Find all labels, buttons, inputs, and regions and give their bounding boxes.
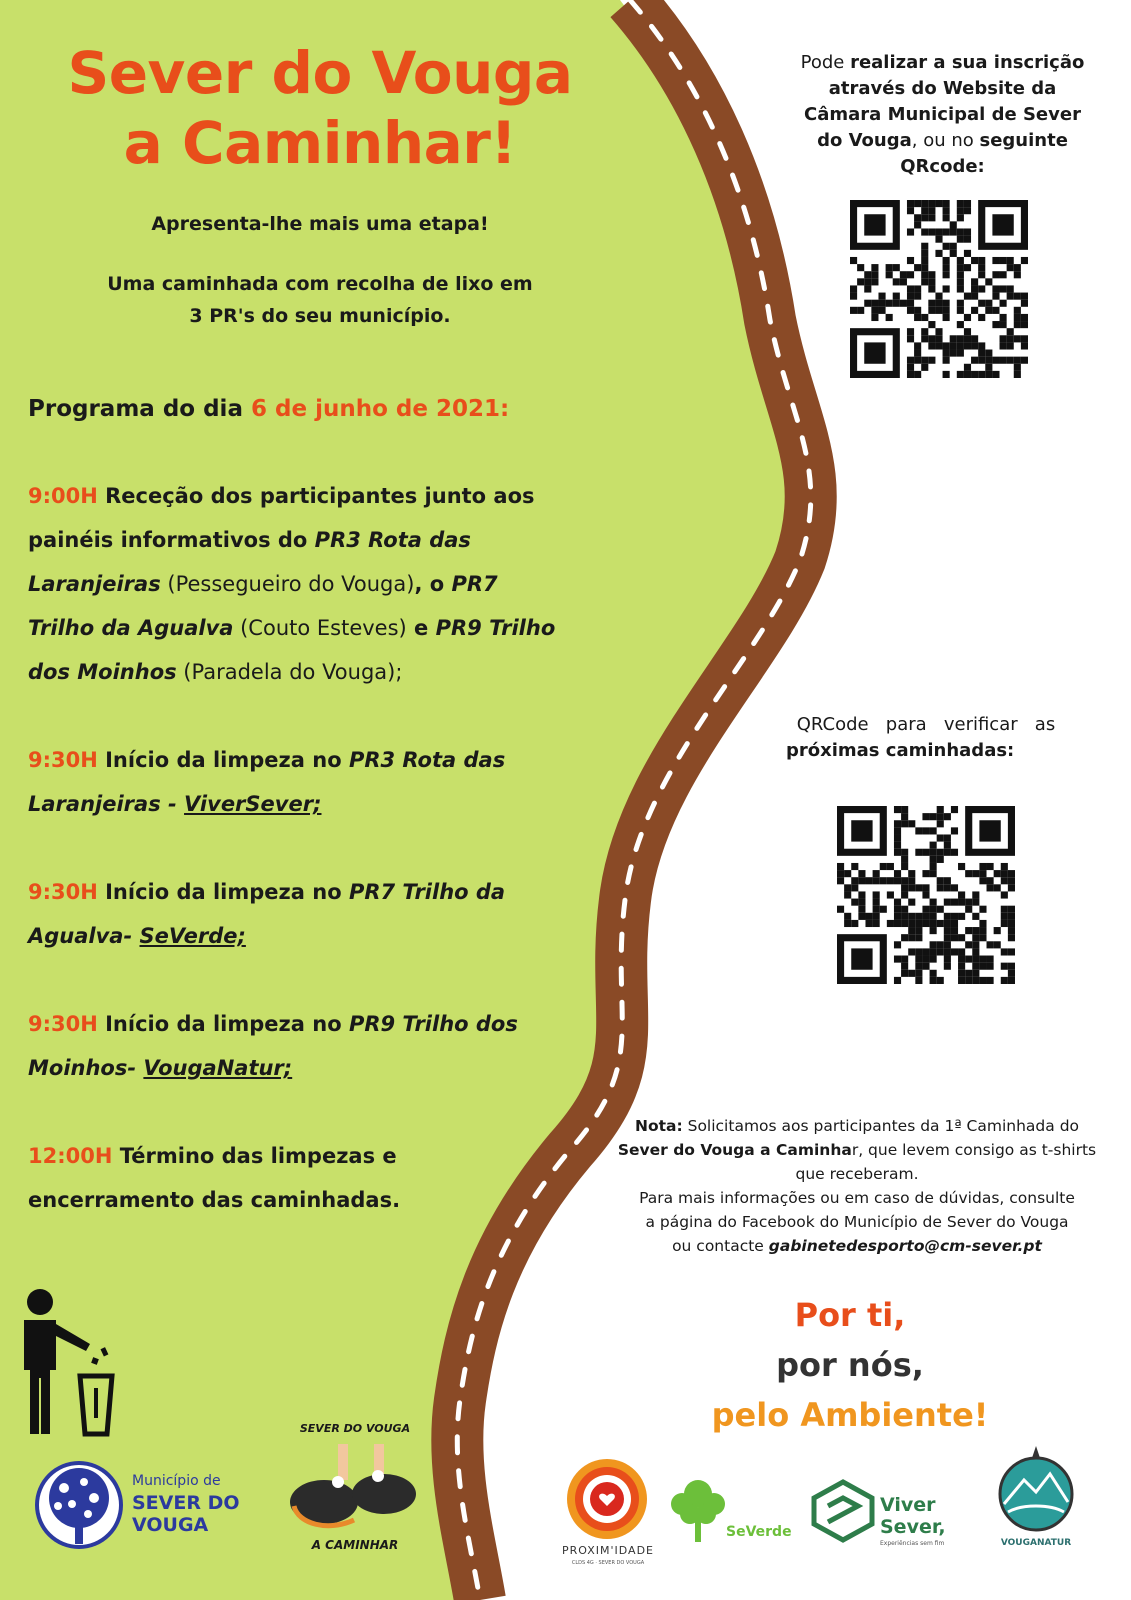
caminhar-logo-top-text: SEVER DO VOUGA (299, 1422, 411, 1435)
viversever-link[interactable]: ViverSever; (184, 792, 322, 816)
slogan: Por ti, por nós, pelo Ambiente! (711, 1296, 989, 1434)
severde-logo-text: SeVerde (726, 1524, 792, 1540)
description-line-1: Uma caminhada com recolha de lixo em (107, 273, 533, 295)
viversever-logo-text: Viver Sever, (880, 1494, 946, 1538)
program-item-1: 9:00H Receção dos participantes junto aos painéis informativos do PR3 Rota das Laranjeiras (Pessegueiro do Vouga), o PR7 Trilho da Agualva (Couto Esteves) e PR9 Trilho dos Moinhos (Paradela do Vouga); (28, 484, 556, 684)
program-item-4: 9:30H Início da limpeza no PR9 Trilho dos Moinhos- VougaNatur; (28, 1012, 518, 1080)
program-item-2: 9:30H Início da limpeza no PR3 Rota das Laranjeiras - ViverSever; (28, 748, 506, 816)
subtitle: Apresenta-lhe mais uma etapa! (151, 213, 489, 235)
person-throwing-trash-icon (10, 1288, 120, 1438)
title-line-2: a Caminhar! (123, 109, 517, 177)
viversever-logo-small-text: Experiências sem fim (880, 1540, 945, 1547)
item-time: 9:30H (28, 1012, 98, 1036)
proximidade-logo-text: PROXIM'IDADE (562, 1544, 654, 1557)
proximidade-logo (566, 1458, 648, 1540)
municipio-logo-text: Município de SEVER DO VOUGA (132, 1473, 240, 1536)
title-line-1: Sever do Vouga (67, 39, 573, 107)
program-date: 6 de junho de 2021: (250, 396, 510, 422)
program-heading-prefix: Programa do dia (28, 396, 251, 422)
registration-text: Pode realizar a sua inscrição através do Website da Câmara Municipal de Sever do Vouga, ou no seguinte QRcode: (800, 52, 1085, 177)
severde-link[interactable]: SeVerde; (139, 924, 246, 948)
item-time: 9:30H (28, 748, 98, 772)
program-item-5: 12:00H Término das limpezas e encerramento das caminhadas. (28, 1144, 401, 1212)
item-time: 9:00H (28, 484, 98, 508)
contact-email[interactable]: gabinetedesporto@cm-sever.pt (768, 1237, 1042, 1255)
note-text: Nota: Solicitamos aos participantes da 1ª Caminhada do Sever do Vouga a Caminhar, que levem consigo as t-shirts que receberam. Para mais informações ou em caso de dúvidas, consulte a página do Facebook do Município de Sever do Vouga ou contacte gabinetedesporto@cm-sever.pt (617, 1117, 1097, 1255)
next-walks-qr-code[interactable] (837, 806, 1015, 984)
caminhar-logo-bottom-text: A CAMINHAR (311, 1538, 399, 1552)
program-item-3: 9:30H Início da limpeza no PR7 Trilho da Agualva- SeVerde; (28, 880, 506, 948)
item-time: 9:30H (28, 880, 98, 904)
vouganatur-link[interactable]: VougaNatur; (143, 1056, 293, 1080)
vouganatur-logo-text: VOUGANATUR (1000, 1538, 1072, 1548)
registration-qr-code[interactable] (850, 200, 1028, 378)
item-time: 12:00H (28, 1144, 113, 1168)
severde-tree-logo (668, 1474, 728, 1544)
viversever-logo (810, 1478, 876, 1544)
next-walks-text: QRCode para verificar as próximas caminhadas: (786, 714, 1056, 761)
municipio-tree-logo (32, 1458, 126, 1552)
program-heading (28, 396, 509, 422)
note-label: Nota: (634, 1117, 683, 1135)
proximidade-logo-small-text: CLDS 4G · SEVER DO VOUGA (571, 1560, 645, 1566)
description-line-2: 3 PR's do seu município. (189, 305, 451, 327)
poster-title (40, 38, 600, 178)
walking-shoes-logo (288, 1440, 422, 1536)
description (60, 268, 580, 332)
vouganatur-compass-logo (994, 1444, 1078, 1540)
